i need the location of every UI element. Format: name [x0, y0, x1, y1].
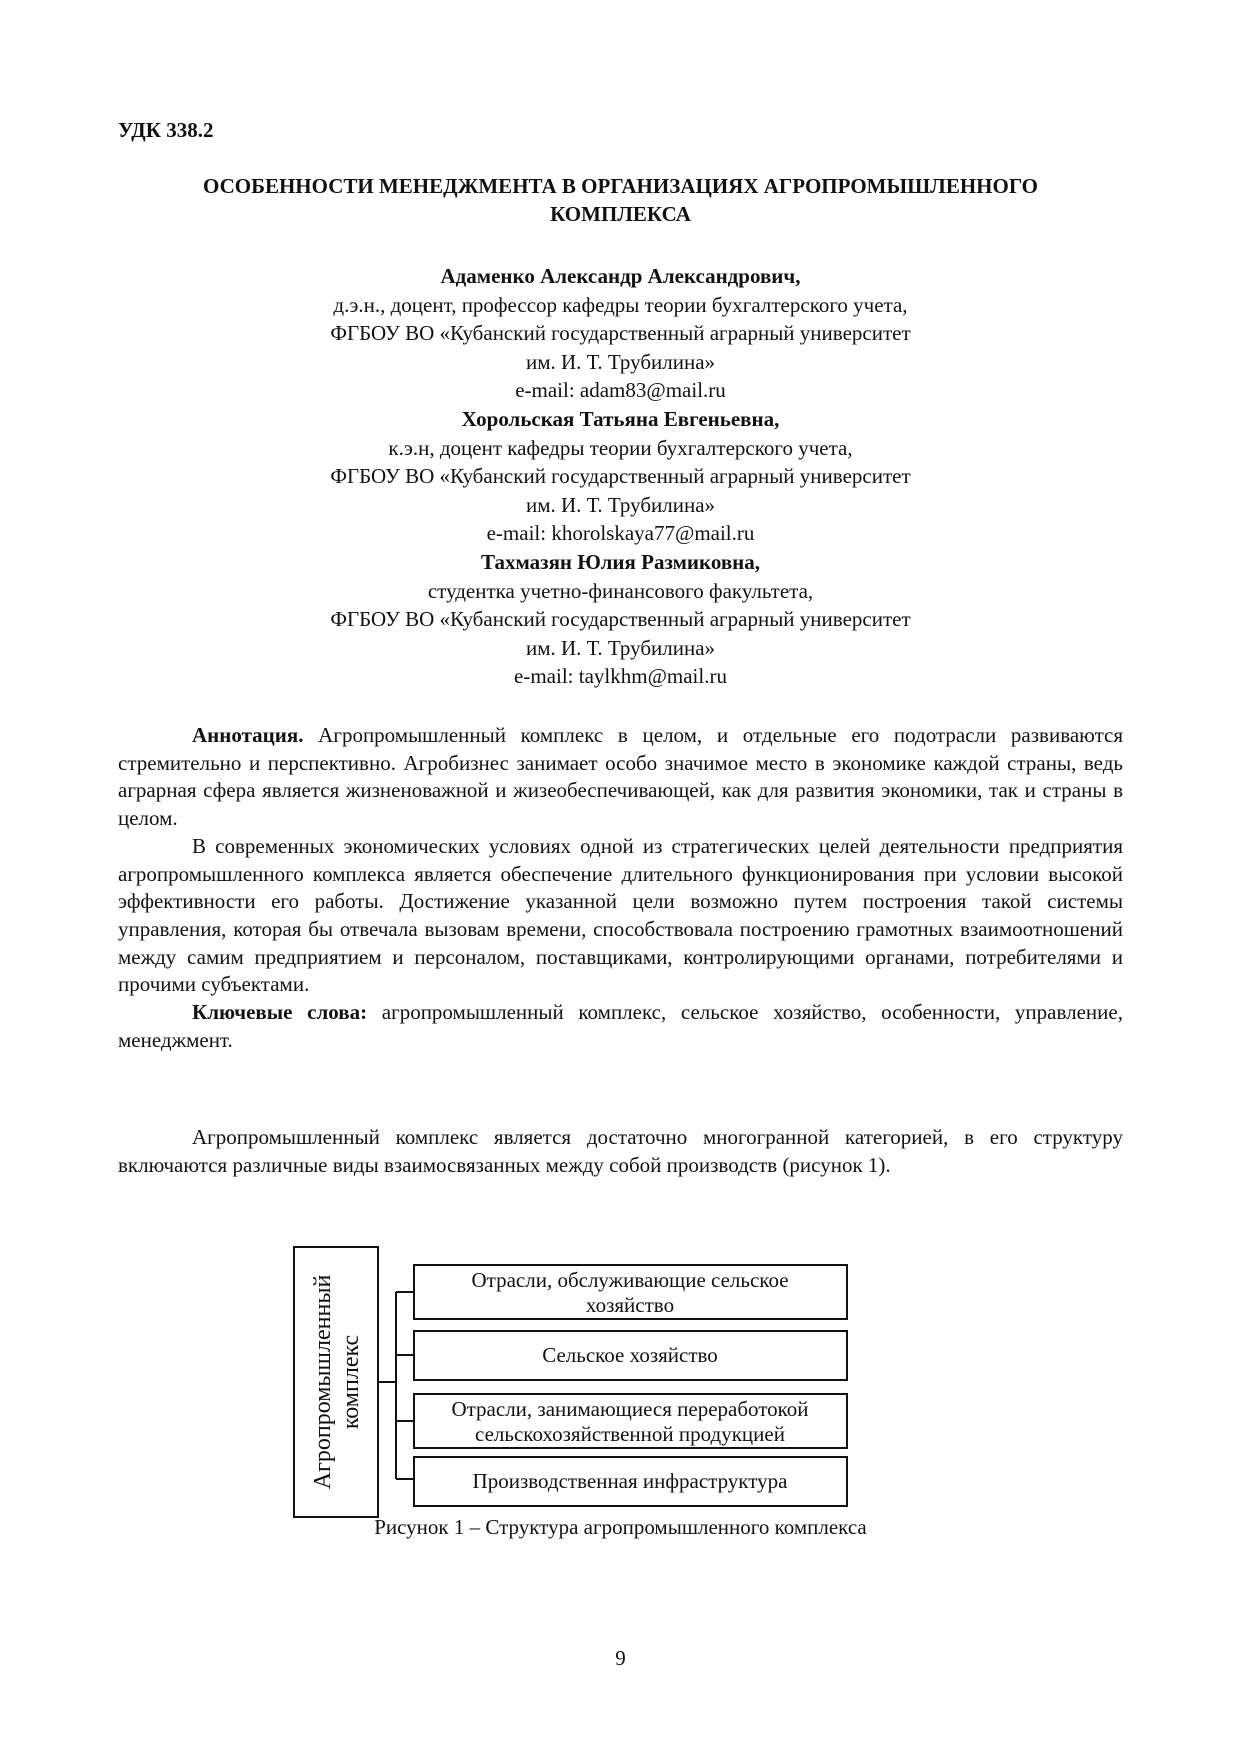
keywords-label: Ключевые слова:: [192, 1000, 368, 1025]
root-box: [294, 1247, 378, 1517]
udk-code: УДК 338.2: [118, 118, 214, 142]
sector-box-line-2: хозяйство: [585, 1293, 675, 1317]
sector-box-line-2: сельскохозяйственной продукцией: [475, 1422, 785, 1446]
sector-box-line-1: Сельское хозяйство: [542, 1343, 718, 1367]
author-org: ФГБОУ ВО «Кубанский государственный аграрный университет: [330, 464, 911, 489]
title-line-2: КОМПЛЕКСА: [550, 202, 691, 226]
author-position: студентка учетно-финансового факультета,: [427, 578, 814, 603]
keywords-text: агропромышленный комплекс, сельское хозяйство, особенности, управление, менеджмент.: [118, 1000, 1123, 1052]
root-label: [310, 1275, 364, 1490]
figure-caption: Рисунок 1 – Структура агропромышленного комплекса: [374, 1515, 867, 1539]
annotation-paragraph-2: В современных экономических условиях одной из стратегических целей деятельности предприятия агропромышленного комплекса является обеспечение длительного функционирования при условии высокой эффективности его работы. Достижение указанной цели возможно путем построения такой системы управления, которая бы отвечала вызовам времени, способствовала построению грамотных взаимоотношений между самим предприятием и персоналом, поставщиками, контролирующими органами, потребителями и прочими субъектами.: [118, 833, 1123, 997]
author-org: ФГБОУ ВО «Кубанский государственный аграрный университет: [330, 321, 911, 346]
author-name: Хорольская Татьяна Евгеньевна,: [461, 406, 780, 431]
author-position: к.э.н, доцент кафедры теории бухгалтерского учета,: [388, 435, 853, 460]
sector-box-line-1: Отрасли, обслуживающие сельское: [471, 1268, 789, 1292]
annotation-label: Аннотация.: [192, 723, 304, 747]
page-number: 9: [615, 1646, 626, 1670]
author-email: e-mail: khorolskaya77@mail.ru: [486, 521, 755, 546]
sector-box-line-1: Отрасли, занимающиеся переработокой: [451, 1397, 809, 1421]
annotation-text: Агропромышленный комплекс в целом, и отдельные его подотрасли развиваются стремительно и перспективно. Агробизнес занимает особо значимое место в экономике каждой страны, ведь аграрная сфера является жизненоважной и жизеобеспечивающей, как для развития экономики, так и страны в целом.: [118, 723, 1123, 831]
author-name: Адаменко Александр Александрович,: [440, 264, 801, 288]
root-label-line-2: комплекс: [338, 1334, 364, 1430]
main-paragraph-1: Агропромышленный комплекс является достаточно многогранной категорией, в его структуру включаются различные виды взаимосвязанных между собой производств (рисунок 1).: [118, 1125, 1123, 1177]
author-email: e-mail: taylkhm@mail.ru: [514, 664, 727, 689]
author-name: Тахмазян Юлия Размиковна,: [480, 549, 761, 574]
author-org-2: им. И. Т. Трубилина»: [525, 349, 716, 374]
author-org-2: им. И. Т. Трубилина»: [525, 635, 716, 660]
author-org: ФГБОУ ВО «Кубанский государственный аграрный университет: [330, 607, 911, 632]
author-email: e-mail: adam83@mail.ru: [515, 378, 726, 403]
root-label-line-1: Агропромышленный: [310, 1274, 336, 1490]
sector-box-line-1: Производственная инфраструктура: [472, 1469, 788, 1493]
author-position: д.э.н., доцент, профессор кафедры теории бухгалтерского учета,: [333, 292, 908, 317]
author-org-2: им. И. Т. Трубилина»: [525, 492, 716, 517]
title-line-1: ОСОБЕННОСТИ МЕНЕДЖМЕНТА В ОРГАНИЗАЦИЯХ АГРОПРОМЫШЛЕННОГО: [202, 174, 1039, 198]
